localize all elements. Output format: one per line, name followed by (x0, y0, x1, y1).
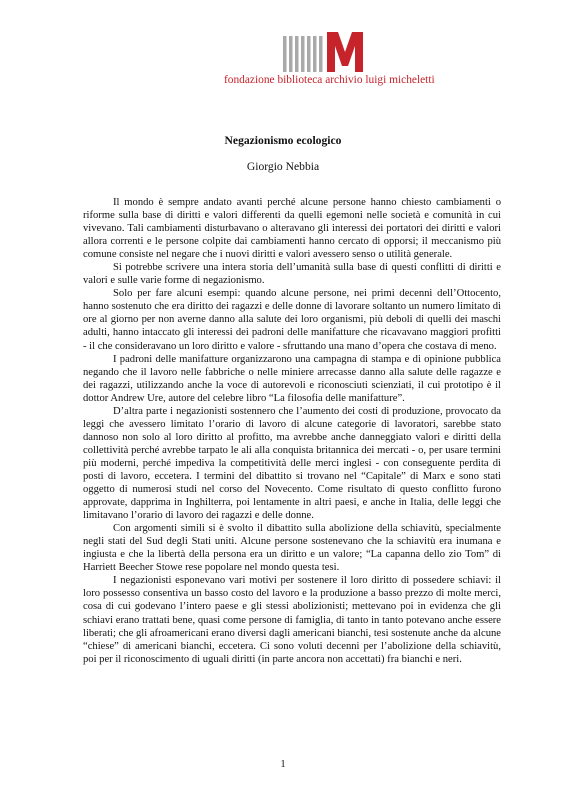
foundation-logo (283, 30, 383, 72)
paragraph: D’altra parte i negazionisti sostennero che l’aumento dei costi di produzione, provocato da leggi che avessero limitato l’orario di lavoro di alcune categorie di lavoratori, sarebbe stato dannoso non solo al loro diritto al profitto, ma avrebbe anche danneggiato valori e diritti della collettività perché avrebbe tarpato le ali alla conquista britannica dei mercati - o, per usare termini più moderni, perché impediva la competitività delle merci inglesi - con conseguente perdita di posti di lavoro, eccetera. I termini del dibattito si trovano nel “Capitale” di Marx e sono stati oggetto di numerosi studi nel corso del Novecento. Come risultato di questo conflitto furono approvate, dapprima in Inghilterra, poi lentamente in altri paesi, e anche in Italia, delle leggi che limitavano l’orario di lavoro dei ragazzi e delle donne. (83, 405, 501, 522)
document-title: Negazionismo ecologico (224, 134, 342, 147)
paragraph: Con argomenti simili si è svolto il dibattito sulla abolizione della schiavitù, specialmente negli stati del Sud degli Stati uniti. Alcune persone sostenevano che la schiavitù era inumana e ingiusta e che la libertà della persona era un diritto e un valore; “La capanna dello zio Tom” di Harriett Beecher Stowe rese popolare nel mondo questa tesi. (83, 523, 501, 574)
paragraph: I negazionisti esponevano vari motivi per sostenere il loro diritto di possedere schiavi: il loro possesso consentiva un basso costo del lavoro e la produzione a basso prezzo di molte merci, cosa di cui godevano l’intero paese e gli stessi abolizionisti; mettevano poi in evidenza che gli schiavi erano trattati bene, quasi come persone di famiglia, di tanto in tanto potevano anche essere liberati; che gli afroamericani erano diversi dagli americani bianchi, tesi sostenute anche da alcune “chiese” di americani bianchi, eccetera. Ci sono voluti decenni per l’abolizione della schiavitù, poi per il riconoscimento di uguali diritti (in parte ancora non accettati) fra bianchi e neri. (83, 575, 501, 665)
logo-mark (283, 30, 383, 72)
paragraph: Il mondo è sempre andato avanti perché alcune persone hanno chiesto cambiamenti o riforme sulla base di diritti e valori differenti da quelli egemoni nelle società e comunità in cui vivevano. Tali cambiamenti disturbavano o alteravano gli interessi dei portatori dei diritti e valori allora correnti e le persone colpite dai cambiamenti hanno cercato di opporsi; il meccanismo più comune consiste nel negare che i nuovi diritti e valori avessero senso o utilità generale. (83, 197, 501, 261)
document-author: Giorgio Nebbia (246, 160, 320, 173)
paragraph: Solo per fare alcuni esempi: quando alcune persone, nei primi decenni dell’Ottocento, hanno sostenuto che era diritto dei ragazzi e delle donne di lavorare soltanto un numero limitato di ore al giorno per non averne danno alla salute dei loro organismi, più deboli di quelli dei maschi adulti, hanno intaccato gli interessi dei padroni delle manifatture che ricavavano maggiori profitti - il che consideravano un loro diritto e valore - sfruttando una mano d’opera che costava di meno. (83, 288, 501, 352)
logo-gray-bars (283, 36, 323, 72)
page-number: 1 (280, 759, 286, 770)
paragraph: I padroni delle manifatture organizzarono una campagna di stampa e di opinione pubblica negando che il lavoro nelle fabbriche o nelle miniere arrecasse danno alla salute delle ragazze e dei ragazzi, utilizzando anche la voce di autorevoli e riconosciuti scienziati, il cui prototipo è il dottor Andrew Ure, autore del celebre libro “La filosofia delle manifatture”. (83, 353, 501, 404)
organization-name: fondazione biblioteca archivio luigi micheletti (224, 74, 435, 86)
logo-m-letter (327, 32, 363, 72)
paragraph: Si potrebbe scrivere una intera storia dell’umanità sulla base di questi conflitti di diritti e valori e sulle varie forme di negazionismo. (83, 262, 501, 287)
article-body (83, 196, 501, 666)
